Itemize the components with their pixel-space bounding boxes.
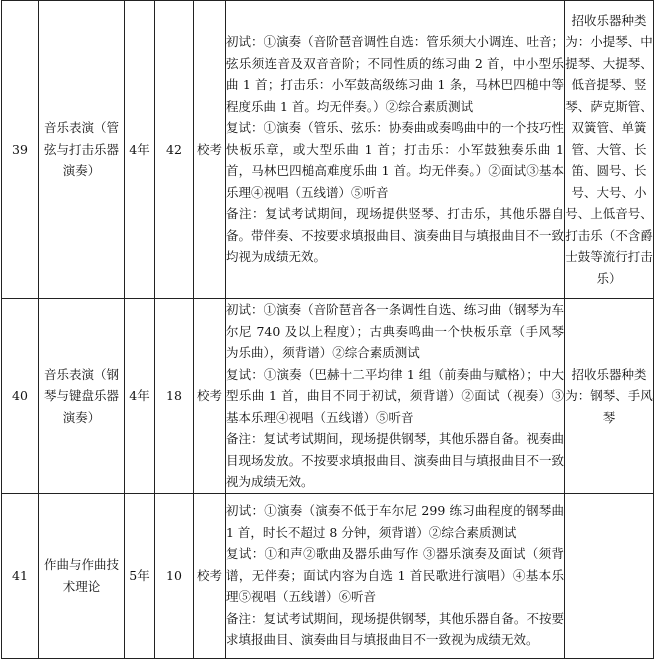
instrument-note: 招收乐器种类为：钢琴、手风琴 — [565, 299, 654, 494]
major-name: 音乐表演（钢琴与键盘乐器演奏） — [39, 299, 125, 494]
preliminary-exam-text: 初试：①演奏（音阶琶音调性自选：管乐须大小调连、吐音；弦乐须连音及双音音阶；不同性质的练习曲 2 首，中小型乐曲 1 首；打击乐：小军鼓高级练习曲 1 条，马林巴四槌中等程度乐曲 1 首。均无伴奏。）②综合素质测试 — [226, 34, 564, 114]
exam-requirements — [226, 299, 565, 494]
exam-type: 校考 — [194, 299, 226, 494]
enrollment-quota: 18 — [155, 299, 194, 494]
exam-type: 校考 — [194, 1, 226, 299]
preliminary-exam-text: 初试：①演奏（音阶琶音各一条调性自选、练习曲（钢琴为车尔尼 740 及以上程度）；古典奏鸣曲一个快板乐章（手风琴为乐曲），须背谱）②综合素质测试 — [226, 302, 564, 360]
major-name: 音乐表演（管弦与打击乐器演奏） — [39, 1, 125, 299]
preliminary-exam-text: 初试：①演奏（演奏不低于车尔尼 299 练习曲程度的钢琴曲 1 首，时长不超过 8 分钟，须背谱）②综合素质测试 — [226, 503, 564, 540]
enrollment-quota: 10 — [155, 493, 194, 658]
final-exam-text: 复试：①演奏（管乐、弦乐：协奏曲或奏鸣曲中的一个技巧性快板乐章，或大型乐曲 1 首；打击乐：小军鼓独奏乐曲 1 首，马林巴四槌高难度乐曲 1 首。均无伴奏。）②面试③基本乐理④视唱（五线谱）⑤听音 — [226, 120, 564, 200]
major-name: 作曲与作曲技术理论 — [39, 493, 125, 658]
final-exam-text: 复试：①演奏（巴赫十二平均律 1 组（前奏曲与赋格）；中大型乐曲 1 首，曲目不同于初试，须背谱）②面试（视奏）③基本乐理④视唱（五线谱）⑤听音 — [226, 366, 564, 425]
remarks-text: 备注：复试考试期间，现场提供竖琴、打击乐，其他乐器自备。带伴奏、不按要求填报曲目、演奏曲目与填报曲目不一致均视为成绩无效。 — [226, 206, 564, 265]
table-row — [2, 493, 654, 658]
study-years: 4年 — [125, 1, 155, 299]
enrollment-quota: 42 — [155, 1, 194, 299]
remarks-text: 备注：复试考试期间，现场提供钢琴，其他乐器自备。视奏曲目现场发放。不按要求填报曲目、演奏曲目与填报曲目不一致视为成绩无效。 — [226, 431, 564, 489]
instrument-note: 招收乐器种类为：小提琴、中提琴、大提琴、低音提琴、竖琴、萨克斯管、双簧管、单簧管、大管、长笛、圆号、长号、大号、小号、上低音号、打击乐（不含爵士鼓等流行打击乐） — [565, 1, 654, 299]
instrument-note — [565, 493, 654, 658]
study-years: 5年 — [125, 493, 155, 658]
exam-requirements — [226, 493, 565, 658]
exam-requirements — [226, 1, 565, 299]
row-number: 39 — [2, 1, 39, 299]
final-exam-text: 复试：①和声②歌曲及器乐曲写作 ③器乐演奏及面试（须背谱，无伴奏；面试内容为自选 1 首民歌进行演唱）④基本乐理⑤视唱（五线谱）⑥听音 — [226, 546, 564, 605]
row-number: 41 — [2, 493, 39, 658]
exam-type: 校考 — [194, 493, 226, 658]
admissions-table — [1, 0, 654, 659]
table-row — [2, 1, 654, 299]
study-years: 4年 — [125, 299, 155, 494]
remarks-text: 备注：复试考试期间，现场提供钢琴，其他乐器自备。不按要求填报曲目、演奏曲目与填报曲目不一致视为成绩无效。 — [226, 610, 564, 648]
table-row — [2, 299, 654, 494]
row-number: 40 — [2, 299, 39, 494]
